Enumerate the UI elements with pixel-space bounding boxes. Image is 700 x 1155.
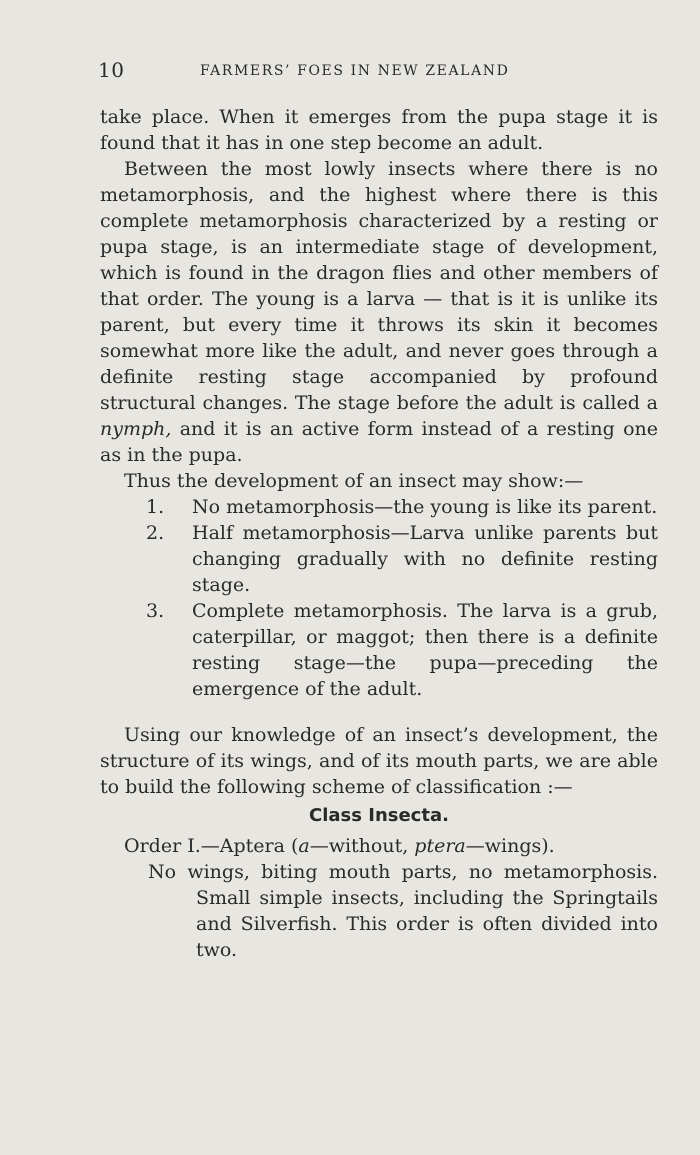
- page-number: 10: [98, 58, 125, 82]
- list-item-number: 1.: [146, 496, 165, 518]
- term-nymph: nymph,: [100, 418, 172, 440]
- list-item-text: No metamorphosis—the young is like its parent.: [192, 496, 658, 518]
- page-body: [100, 104, 658, 963]
- order-description-text: No wings, biting mouth parts, no metamorphosis. Small simple insects, including the Springtails and Silverfish. This order is often divided into two.: [148, 861, 658, 961]
- list-intro: Thus the development of an insect may show:—: [124, 470, 584, 492]
- order-suffix: —wings).: [465, 835, 555, 857]
- list-item: [100, 494, 658, 520]
- development-list: [100, 494, 658, 702]
- order-italic-a: a: [298, 835, 310, 857]
- list-item-number: 3.: [146, 600, 165, 622]
- order-mid: —without,: [309, 835, 415, 857]
- paragraph-intermediate-stage: [100, 156, 658, 468]
- paragraph-text-after: and it is an active form instead of a resting one as in the pupa.: [100, 418, 658, 466]
- list-item-text: Half metamorphosis—Larva unlike parents but changing gradually with no definite resting stage.: [192, 522, 658, 596]
- order-description: [100, 859, 658, 963]
- order-prefix: Order I.—Aptera (: [124, 835, 299, 857]
- paragraph-text-before: Between the most lowly insects where there is no metamorphosis, and the highest where there is this complete metamorphosis characterized by a resting or pupa stage, is an intermediate stage of development, which is found in the dragon flies and other members of that order. The young is a larva — that is it is unlike its parent, but every time it throws its skin it becomes somewhat more like the adult, and never goes through a definite resting stage accompanied by profound structural changes. The stage before the adult is called a: [100, 158, 658, 414]
- list-item: [100, 598, 658, 702]
- paragraph-classification: Using our knowledge of an insect’s development, the structure of its wings, and of its mouth parts, we are able to build the following scheme of classification :—: [100, 724, 658, 798]
- page-header: [98, 58, 658, 88]
- list-item-text: Complete metamorphosis. The larva is a grub, caterpillar, or maggot; then there is a definite resting stage—the pupa—preceding the emergence of the adult.: [192, 600, 658, 700]
- running-head: FARMERS’ FOES IN NEW ZEALAND: [200, 63, 510, 79]
- order-italic-ptera: ptera: [414, 835, 466, 857]
- order-title: [100, 833, 658, 859]
- paragraph-continuation: take place. When it emerges from the pupa stage it is found that it has in one step become an adult.: [100, 106, 658, 154]
- section-gap: [100, 702, 658, 722]
- list-item: [100, 520, 658, 598]
- class-heading: Class Insecta.: [309, 805, 449, 826]
- list-item-number: 2.: [146, 522, 165, 544]
